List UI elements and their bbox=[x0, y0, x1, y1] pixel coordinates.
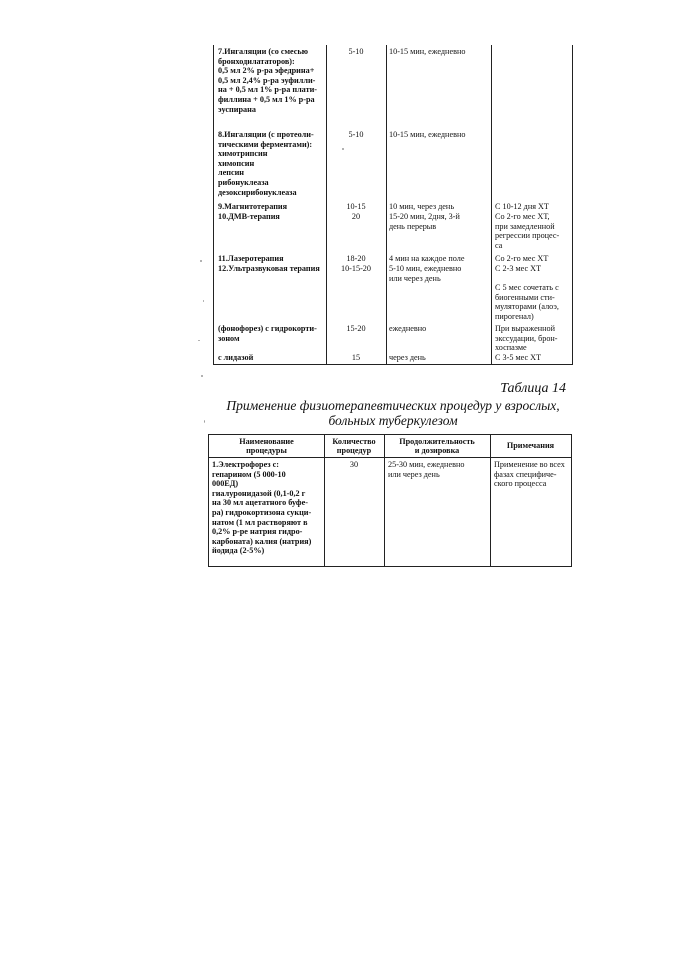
procedure-duration: 25-30 мин, ежедневно или через день bbox=[388, 460, 465, 479]
procedure-count: 18-20 bbox=[346, 254, 366, 263]
scan-speck bbox=[200, 260, 202, 262]
lower-table bbox=[208, 434, 572, 567]
procedure-duration: 10-15 мин, ежедневно bbox=[389, 130, 466, 139]
procedure-name: с лидазой bbox=[218, 353, 254, 362]
header-count: Количество процедур bbox=[332, 437, 376, 455]
scan-speck bbox=[203, 300, 204, 302]
procedure-name: 1.Электрофорез с: гепарином (5 000-10 000ЕД) гиалуронидазой (0,1-0,2 г на 30 мл ацетатного буфе- ра) гидрокортизона сукци- натом (1 мл растворяют в 0,2% р-ре натрия гидро- карбоната) калия (натрия) йодида (2-5%) bbox=[212, 460, 312, 556]
procedure-name: (фонофорез) с гидрокорти- зоном bbox=[218, 324, 317, 343]
header-name: Наименование процедуры bbox=[239, 437, 294, 455]
procedure-duration: 10 мин, через день bbox=[389, 202, 455, 211]
procedure-note: С 3-5 мес ХТ bbox=[495, 353, 542, 362]
procedure-duration: 4 мин на каждое поле bbox=[389, 254, 465, 263]
procedure-count: 5-10 bbox=[348, 130, 364, 139]
procedure-count: 15 bbox=[351, 353, 361, 362]
procedure-name: 10.ДМВ-терапия bbox=[218, 212, 280, 221]
procedure-count: 15-20 bbox=[346, 324, 366, 333]
procedure-note: Применение во всех фазах специфиче- ского процесса bbox=[494, 460, 565, 489]
upper-table bbox=[213, 45, 573, 365]
procedure-name: 12.Ультразвуковая терапия bbox=[218, 264, 320, 273]
procedure-name: 7.Ингаляции (со смесью бронходилататоров): 0,5 мл 2% р-ра эфедрина+ 0,5 мл 2,4% р-ра эуфилли- на + 0,5 мл 1% р-ра плати- филлина + 0,5 мл 1% р-ра эуспирана bbox=[218, 47, 318, 114]
table-number: Таблица 14 bbox=[500, 381, 566, 396]
procedure-duration: 15-20 мин, 2дня, 3-й день перерыв bbox=[389, 212, 460, 231]
column-divider bbox=[491, 45, 492, 364]
header-duration: Продолжительность и дозировка bbox=[399, 437, 475, 455]
procedure-name: 11.Лазеротерапия bbox=[218, 254, 284, 263]
scan-speck bbox=[198, 340, 200, 341]
procedure-note: Со 2-го мес ХТ bbox=[495, 254, 549, 263]
scan-speck bbox=[204, 420, 205, 423]
procedure-note: С 2-3 мес ХТ С 5 мес сочетать с биогенными сти- муляторами (алоэ, пирогенал) bbox=[495, 264, 559, 321]
procedure-name: 9.Магнитотерапия bbox=[218, 202, 288, 211]
procedure-duration: 5-10 мин, ежедневно или через день bbox=[389, 264, 462, 283]
procedure-count: 10-15-20 bbox=[340, 264, 371, 273]
procedure-count: 5-10 bbox=[348, 47, 364, 56]
procedure-note: С 10-12 дня ХТ bbox=[495, 202, 549, 211]
table-title: Применение физиотерапевтических процедур у взрослых, больных туберкулезом bbox=[226, 398, 560, 428]
column-divider bbox=[490, 435, 491, 566]
procedure-count: 30 bbox=[349, 460, 359, 469]
procedure-note: При выраженной экссудации, брон- хоспазме bbox=[495, 324, 558, 353]
procedure-duration: через день bbox=[389, 353, 426, 362]
procedure-name: 8.Ингаляции (с протеоли- тическими ферментами): химотрипсин химопсин лепсин рибонуклеаза дезоксирибонуклеаза bbox=[218, 130, 314, 197]
procedure-duration: 10-15 мин, ежедневно bbox=[389, 47, 466, 56]
procedure-note: Со 2-го мес ХТ, при замедленной регрессии процес- са bbox=[495, 212, 560, 250]
procedure-duration: ежедневно bbox=[389, 324, 427, 333]
procedure-count: 20 bbox=[351, 212, 361, 221]
procedure-count: 10-15 bbox=[346, 202, 366, 211]
header-divider bbox=[209, 457, 571, 458]
header-note: Примечания bbox=[506, 441, 555, 450]
column-divider bbox=[386, 45, 387, 364]
scan-speck bbox=[201, 375, 203, 377]
